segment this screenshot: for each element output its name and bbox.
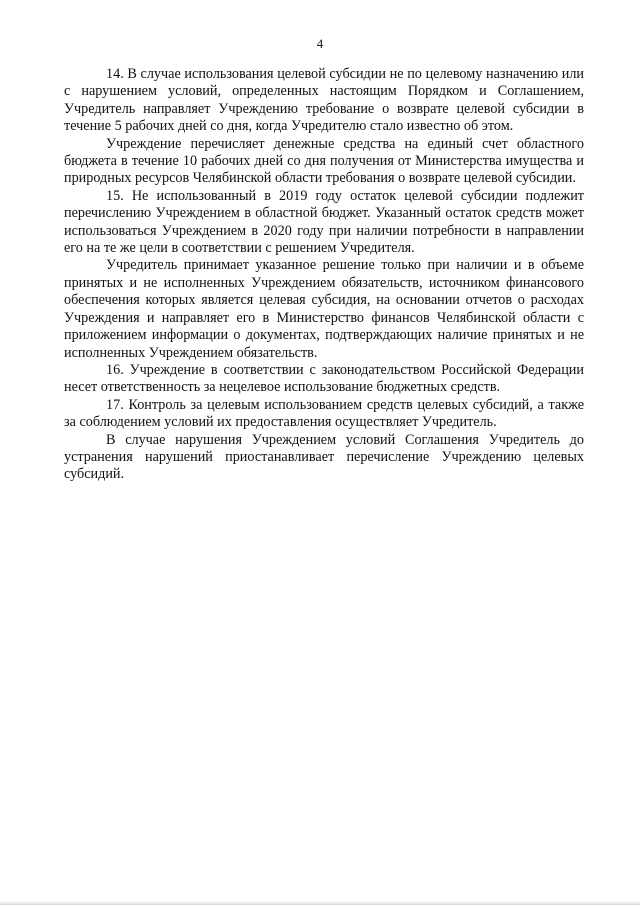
paragraph-14: 14. В случае использования целевой субсидии не по целевому назначению или с нарушением условий, определенных настоящим Порядком и Соглашением, Учредитель направляет Учреждению требование о возврате целевой субсидии в течение 5 рабочих дней со дня, когда Учредителю стало известно об этом. <box>64 66 584 135</box>
page-number: 4 <box>316 36 324 51</box>
paragraph-16: 16. Учреждение в соответствии с законодательством Российской Федерации несет ответственность за нецелевое использование бюджетных средств. <box>64 361 584 396</box>
paragraph-15-continuation: Учредитель принимает указанное решение только при наличии и в объеме принятых и не исполненных Учреждением обязательств, источником финансового обеспечения которых является целевая субсидия, на основании отчетов о расходах Учреждения и направляет его в Министерство финансов Челябинской области с приложением информации о документах, подтверждающих наличие принятых и не исполненных Учреждением обязательств. <box>64 257 584 361</box>
scan-bottom-edge <box>0 901 640 905</box>
document-body <box>64 66 584 484</box>
paragraph-17-continuation: В случае нарушения Учреждением условий Соглашения Учредитель до устранения нарушений приостанавливает перечисление Учреждению целевых субсидий. <box>64 431 584 483</box>
paragraph-17: 17. Контроль за целевым использованием средств целевых субсидий, а также за соблюдением условий их предоставления осуществляет Учредитель. <box>64 396 584 431</box>
paragraph-15: 15. Не использованный в 2019 году остаток целевой субсидии подлежит перечислению Учреждением в областной бюджет. Указанный остаток средств может использоваться Учреждением в 2020 году при наличии потребности в направлении его на те же цели в соответствии с решением Учредителя. <box>64 187 584 257</box>
paragraph-14-continuation: Учреждение перечисляет денежные средства на единый счет областного бюджета в течение 10 рабочих дней со дня получения от Министерства имущества и природных ресурсов Челябинской области требования о возврате целевой субсидии. <box>64 135 584 187</box>
